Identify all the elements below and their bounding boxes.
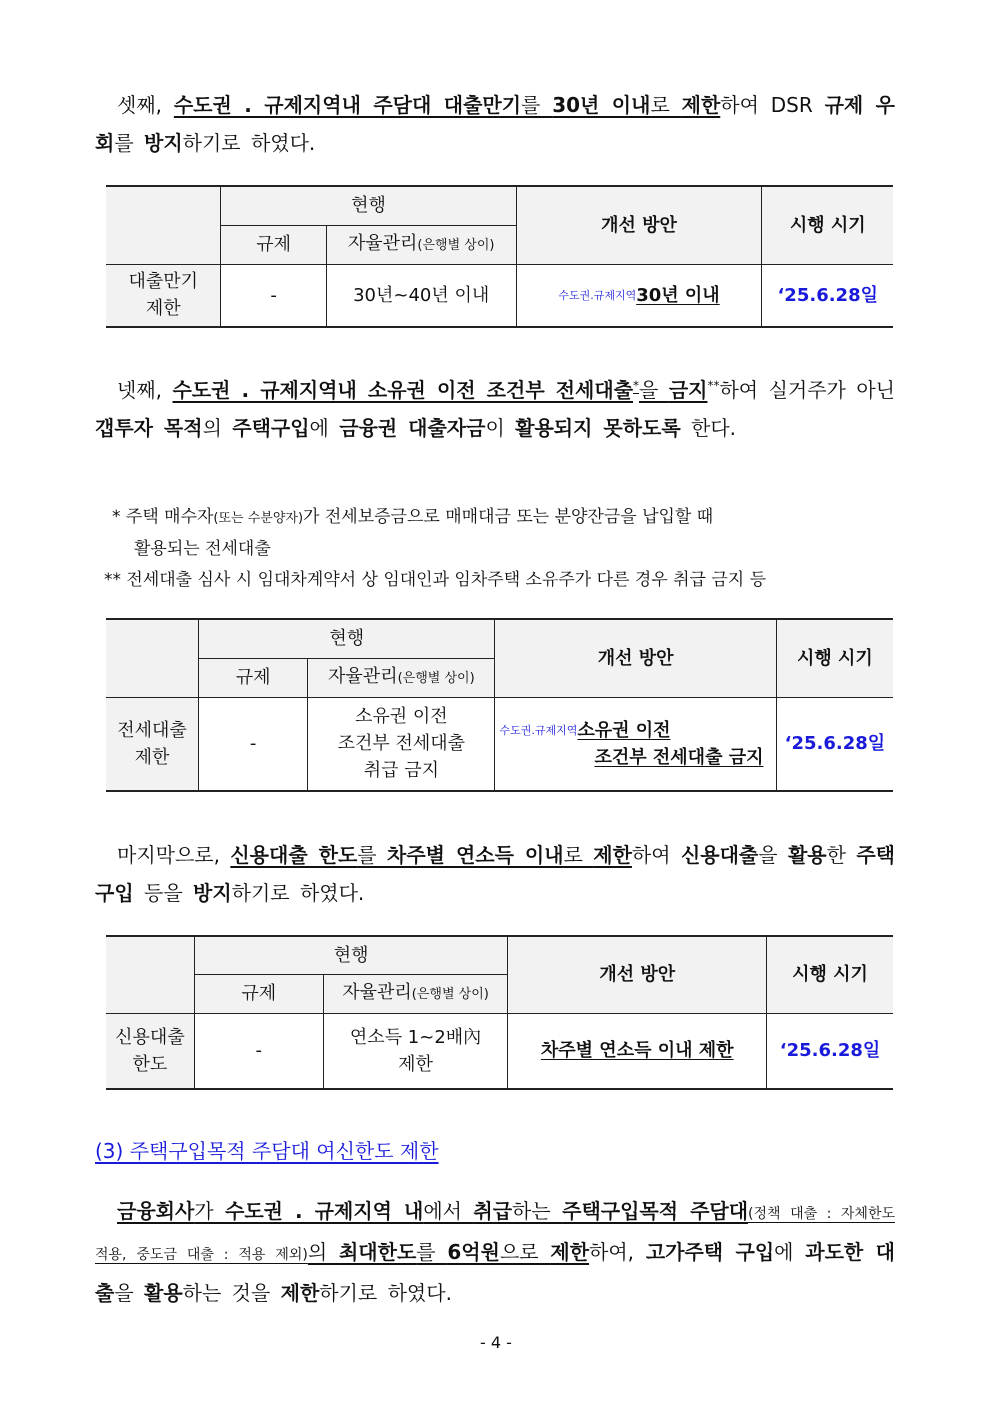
- cell-self-management: 30년~40년 이내: [326, 264, 516, 327]
- text-segment: 하기로 하였다.: [231, 881, 365, 905]
- header-current: 현행: [194, 936, 508, 974]
- text-segment: 하여: [631, 843, 681, 867]
- text-segment: 갭투자 목적: [95, 416, 203, 440]
- text-segment: 최대한도: [338, 1240, 417, 1264]
- paragraph-fourth: [95, 371, 895, 447]
- footnote-1: * 주택 매수자(또는 수분양자)가 전세보증금으로 매매대금 또는 분양잔금을 납입할 때 활용되는 전세대출: [112, 507, 714, 559]
- text-segment: 로: [650, 93, 682, 117]
- text-segment: 한: [826, 843, 857, 867]
- table-credit-loan: [106, 935, 893, 1090]
- text-segment: 주택구입: [232, 416, 310, 440]
- cell-regulation: -: [194, 1013, 323, 1089]
- cell-regulation: -: [221, 264, 326, 327]
- text-segment: 금융권 대출자금: [339, 416, 486, 440]
- text-segment: 의: [307, 1240, 339, 1264]
- text-segment: 수도권 . 규제지역내 소유권 이전 조건부 전세대출: [172, 378, 634, 402]
- text-segment: 활용: [787, 843, 827, 867]
- text-segment: 제한: [593, 843, 632, 867]
- text-segment: 하기로 하였다.: [319, 1281, 452, 1305]
- cell-plan: $^{수도권.규제지역}$30년 이내: [516, 264, 762, 327]
- text-segment: 에: [774, 1240, 806, 1264]
- header-current: 현행: [221, 186, 516, 225]
- text-segment: 주택 구입: [95, 843, 895, 905]
- text-segment: **: [707, 378, 720, 393]
- footnote-2: ** 전세대출 심사 시 임대차계약서 상 임대인과 임차주택 소유주가 다른 경우 취급 금지 등: [104, 570, 767, 590]
- text-segment: 고가주택 구입: [645, 1240, 775, 1264]
- header-self-management: 자율관리(은행별 상이): [326, 225, 516, 264]
- header-plan: 개선 방안: [508, 936, 767, 1013]
- text-segment: 를: [114, 131, 145, 155]
- cell-date: ‘25.6.28일: [776, 697, 893, 791]
- cell-self-management: 소유권 이전 조건부 전세대출 취급 금지: [308, 697, 495, 791]
- text-segment: 하여,: [589, 1240, 646, 1264]
- text-segment: 로: [563, 843, 594, 867]
- text-segment: 수도권 . 규제지역 내: [225, 1199, 424, 1223]
- text-segment: 를: [521, 93, 553, 117]
- text-segment: 제한: [280, 1281, 320, 1305]
- text-segment: 의: [202, 416, 233, 440]
- cell-regulation: -: [199, 697, 308, 791]
- text-segment: (정책 대출 : 자체한도 적용, 중도금 대출 : 적용 제외): [95, 1206, 895, 1263]
- text-segment: 을: [114, 1281, 145, 1305]
- row-label: 대출만기 제한: [106, 264, 221, 327]
- text-segment: 하기로 하였다.: [182, 131, 316, 155]
- text-segment: 에: [309, 416, 340, 440]
- text-segment: 한다.: [680, 416, 737, 440]
- cell-date: ‘25.6.28일: [762, 264, 893, 327]
- text-segment: 하여 DSR: [720, 93, 825, 117]
- header-date: 시행 시기: [767, 936, 893, 1013]
- paragraph-max-limit: [95, 1192, 895, 1312]
- text-segment: 취급: [473, 1199, 513, 1223]
- header-self-management: 자율관리(은행별 상이): [308, 658, 495, 697]
- text-segment: *: [633, 378, 640, 393]
- text-segment: 금지: [668, 378, 708, 402]
- header-date: 시행 시기: [776, 619, 893, 697]
- text-segment: 넷째,: [117, 378, 173, 402]
- text-segment: 마지막으로,: [117, 843, 231, 867]
- text-segment: 활용되지 못하도록: [515, 416, 681, 440]
- text-segment: 가: [194, 1199, 226, 1223]
- text-segment: 방지: [193, 881, 232, 905]
- row-label: 전세대출 제한: [106, 697, 199, 791]
- text-segment: 하여 실거주가 아닌: [719, 378, 895, 402]
- text-segment: 수도권 . 규제지역내 주담대 대출만기: [173, 93, 522, 117]
- section-heading: (3) 주택구입목적 주담대 여신한도 제한: [95, 1139, 439, 1163]
- page-number: - 4 -: [480, 1333, 512, 1352]
- text-segment: 6억원: [447, 1240, 500, 1264]
- header-regulation: 규제: [199, 658, 308, 697]
- header-current: 현행: [199, 619, 495, 658]
- paragraph-third: [95, 86, 895, 162]
- cell-self-management: 연소득 1~2배內 제한: [323, 1013, 508, 1089]
- text-segment: 을: [639, 378, 669, 402]
- text-segment: 신용대출: [680, 843, 759, 867]
- text-segment: 30년 이내: [552, 93, 651, 117]
- text-segment: 과도한 대출: [95, 1240, 895, 1305]
- cell-date: ‘25.6.28일: [767, 1013, 893, 1089]
- text-segment: 활용: [144, 1281, 183, 1305]
- cell-plan: 차주별 연소득 이내 제한: [508, 1013, 767, 1089]
- header-date: 시행 시기: [762, 186, 893, 264]
- text-segment: 에서: [423, 1199, 474, 1223]
- header-self-management: 자율관리(은행별 상이): [323, 974, 508, 1013]
- table-jeonse-loan: [106, 618, 893, 792]
- text-segment: 금융회사: [117, 1199, 195, 1223]
- row-label: 신용대출 한도: [106, 1013, 194, 1089]
- text-segment: 를: [416, 1240, 448, 1264]
- text-segment: 방지: [144, 131, 183, 155]
- text-segment: 하는: [512, 1199, 563, 1223]
- paragraph-last: [95, 836, 895, 912]
- text-segment: 규제 우회: [95, 93, 895, 155]
- header-regulation: 규제: [221, 225, 326, 264]
- text-segment: 등을: [133, 881, 193, 905]
- header-plan: 개선 방안: [495, 619, 776, 697]
- text-segment: 을: [758, 843, 788, 867]
- header-regulation: 규제: [194, 974, 323, 1013]
- text-segment: 신용대출 한도: [230, 843, 358, 867]
- text-segment: 차주별 연소득 이내: [387, 843, 564, 867]
- table-loan-maturity: [106, 185, 893, 328]
- cell-plan: $^{수도권.규제지역}$소유권 이전 조건부 전세대출 금지: [495, 697, 776, 791]
- text-segment: 제한: [681, 93, 721, 117]
- header-plan: 개선 방안: [516, 186, 762, 264]
- text-segment: 제한: [550, 1240, 590, 1264]
- text-segment: 를: [357, 843, 387, 867]
- text-segment: 셋째,: [117, 93, 174, 117]
- text-segment: 하는 것을: [182, 1281, 281, 1305]
- text-segment: 주택구입목적 주담대: [562, 1199, 749, 1223]
- text-segment: 이: [485, 416, 516, 440]
- text-segment: 으로: [499, 1240, 551, 1264]
